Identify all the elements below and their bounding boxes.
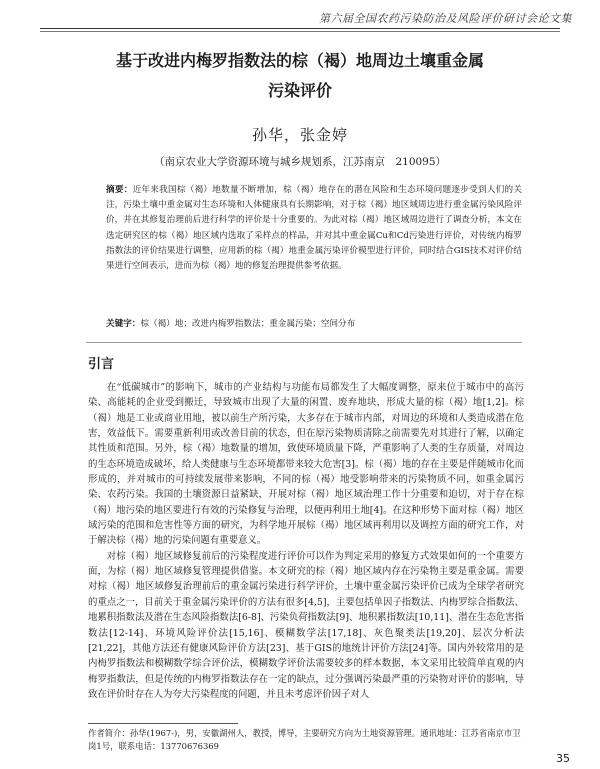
header-rule bbox=[40, 28, 560, 29]
body-text bbox=[88, 380, 524, 702]
affiliation: （南京农业大学资源环境与城乡规划系，江苏南京 210095） bbox=[153, 156, 447, 168]
header-rule-thin bbox=[40, 31, 560, 32]
section-divider bbox=[86, 342, 522, 343]
abstract bbox=[106, 183, 522, 274]
author-footnote: 作者简介：孙华(1967-)，男，安徽湖州人，教授，博导，主要研究方向为土地资源管理。通讯地址：江苏省南京市卫岗1号，联系电话：13770676369 bbox=[88, 728, 521, 751]
section-heading: 引言 bbox=[88, 357, 115, 372]
keywords-text: 棕（褐）地；改进内梅罗指数法；重金属污染；空间分布 bbox=[140, 319, 356, 329]
page-number: 35 bbox=[556, 752, 570, 765]
abstract-label: 摘要： bbox=[106, 185, 133, 195]
paragraph: 对棕（褐）地区域修复前后的污染程度进行评价可以作为判定采用的修复方式效果如何的一个重要方面，为棕（褐）地区域修复管理提供借鉴。本文研究的棕（褐）地区域内存在污染物主要是重金属。需要对棕（褐）地区域修复治理前后的重金属污染进行科学评价，土壤中重金属污染评价已成为全球学者研究的重点之一，目前关于重金属污染评价的方法有很多[4,5]，主要包括单因子指数法、内梅罗综合指数法、地累积指数法及潜在生态风险指数法[6-8]、污染负荷指数法[9]、地积累指数法[10,11]、潜在生态危害指数法[12-14]、环境风险评价法[15,16]、模糊数学法[17,18]、灰色聚类法[19,20]、层次分析法[21,22]，其他方法还有健康风险评价方法[23]、基于GIS的地统计评价方法[24]等。国内外较常用的是内梅罗指数法和模糊数学综合评价法，模糊数学评价法需要较多的样本数据，本文采用比较简单直观的内梅罗指数法，但是传统的内梅罗指数法存在一定的缺点，过分强调污染最严重的污染物对评价的影响，导致在评价时存在人为夸大污染程度的问题，并且未考虑评价因子对人 bbox=[88, 550, 524, 700]
abstract-text: 近年来我国棕（褐）地数量不断增加，棕（褐）地存在的潜在风险和生态环境问题逐步受到人们的关注，污染土壤中重金属对生态环境和人体健康具有长期影响，对于棕（褐）地区域周边进行重金属污染风险评价，并在其修复治理前后进行科学的评价是十分重要的。为此对棕（褐）地区域周边进行了调查分析，本文在选定研究区的棕（褐）地区域内选取了采样点的样品，并对其中重金属Cu和Cd污染进行评价，对传统内梅罗指数法的评价结果进行调整，应用新的棕（褐）地重金属污染评价模型进行评价，同时结合GIS技术对评价结果进行空间表示，进而为棕（褐）地的修复治理提供参考依据。 bbox=[106, 185, 522, 272]
paper-title-line2: 污染评价 bbox=[267, 81, 332, 100]
authors: 孙华，张金婷 bbox=[251, 126, 348, 144]
footnote-rule bbox=[88, 723, 238, 724]
paper-title-line1: 基于改进内梅罗指数法的棕（褐）地周边土壤重金属 bbox=[115, 51, 484, 70]
paper-title bbox=[60, 46, 540, 106]
keywords-label: 关键字： bbox=[106, 319, 141, 329]
keywords bbox=[106, 317, 522, 329]
running-head: 第六届全国农药污染防治及风险评价研讨会论文集 bbox=[319, 12, 572, 25]
paragraph: 在“低碳城市”的影响下，城市的产业结构与功能布局都发生了大幅度调整，原来位于城市中的高污染、高能耗的企业受到搬迁，导致城市出现了大量的闲置、废弃地块，形成大量的棕（褐）地[1,2]。棕（褐）地是工业或商业用地，被以前生产所污染，大多存在于城市内部，对周边的环境和人类造成潜在危害，效益低下。需要重新利用或改善目前的状态，但在原污染物质清除之前需要先对其进行了解，以确定其性质和范围。另外，棕（褐）地数量的增加，致使环境质量下降，严重影响了人类的生存质量，对周边的生态环境造成破坏，给人类健康与生态环境都带来较大危害[3]。棕（褐）地的存在主要是伴随城市化而形成的，并对城市的可持续发展带来影响，不同的棕（褐）地受影响带来的污染物质不同，如重金属污染、农药污染。我国的土壤资源日益紧缺，开展对棕（褐）地区域治理工作十分重要和迫切，对于存在棕（褐）地污染的地区要进行有效的污染修复与治理，以便再利用土地[4]。在这种形势下面对棕（褐）地区域污染的范围和危害性等方面的研究，为科学地开展棕（褐）地区域再利用以及调控方面的研究工作，对于解决棕（褐）地的污染问题有重要意义。 bbox=[88, 382, 524, 547]
